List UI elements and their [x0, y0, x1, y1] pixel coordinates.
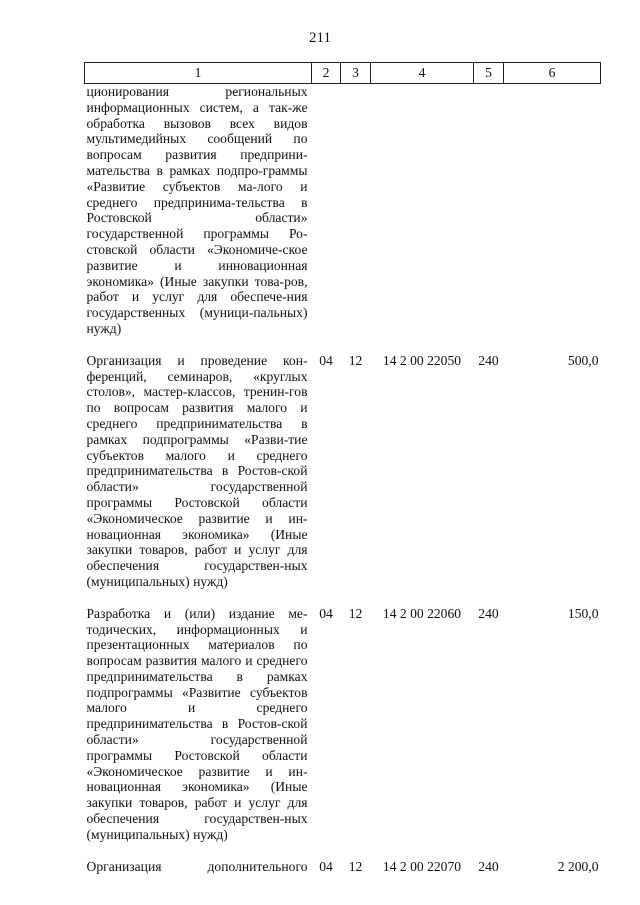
- row-section-code: 04: [319, 352, 333, 368]
- row-amount: 2 200,0: [557, 858, 599, 874]
- column-header-2: 2: [312, 63, 341, 84]
- row-expense-type-code: 240: [478, 352, 499, 368]
- column-header-3: 3: [341, 63, 371, 84]
- budget-table: [84, 62, 601, 874]
- row-section-code: 04: [319, 858, 333, 874]
- column-header-6: 6: [504, 63, 601, 84]
- row-subsection-code: 12: [348, 605, 363, 621]
- page-number: 211: [309, 30, 331, 46]
- row-amount: 150,0: [567, 605, 599, 621]
- row-description: Организация дополнительного: [86, 858, 308, 874]
- column-header-4: 4: [371, 63, 474, 84]
- table-row: [85, 590, 601, 843]
- column-header-1: 1: [85, 63, 312, 84]
- row-subsection-code: 12: [348, 858, 363, 874]
- row-description: Разработка и (или) издание ме-тодических, информационных и презентационных материалов по вопросам развития малого и среднего предпринимательства в рамках подпрограммы «Развитие субъектов малого и среднего предпринимательства в Ростов-ской области» государственной программы Ростовской области «Экономическое развитие и ин-новационная экономика» (Иные закупки товаров, работ и услуг для обеспечения государствен-ных (муниципальных) нужд): [86, 605, 308, 842]
- table-header-row: [85, 63, 601, 84]
- row-section-code: 04: [319, 605, 333, 621]
- table-row: [85, 337, 601, 590]
- row-subsection-code: [341, 84, 371, 337]
- row-target-article-code: 14 2 00 22060: [382, 605, 462, 621]
- row-description: Организация и проведение кон-ференций, семинаров, «круглых столов», мастер-классов, тренин-гов по вопросам развития малого и среднего предпринимательства в рамках подпрограммы «Разви-тие субъектов малого и среднего предпринимательства в Ростов-ской области» государственной программы Ростовской области «Экономическое развитие и ин-новационная экономика» (Иные закупки товаров, работ и услуг для обеспечения государствен-ных (муниципальных) нужд): [86, 352, 308, 589]
- table-row: [85, 84, 601, 337]
- row-amount: 500,0: [567, 352, 599, 368]
- table-row: [85, 843, 601, 875]
- row-description: ционирования региональных информационных систем, а так-же обработка вызовов всех видов мультимедийных сообщений по вопросам развития предприни-мательства в рамках подпро-граммы «Развитие субъектов ма-лого и среднего предпринима-тельства в Ростовской области» государственной программы Ро-стовской области «Экономиче-ское развитие и инновационная экономика» (Иные закупки това-ров, работ и услуг для обеспече-ния государственных (муници-пальных) нужд): [86, 84, 308, 336]
- row-target-article-code: 14 2 00 22050: [382, 352, 462, 368]
- row-subsection-code: 12: [348, 352, 363, 368]
- row-target-article-code: [371, 84, 474, 337]
- column-header-5: 5: [474, 63, 504, 84]
- row-amount: [504, 84, 601, 337]
- row-expense-type-code: [474, 84, 504, 337]
- row-expense-type-code: 240: [478, 605, 499, 621]
- row-expense-type-code: 240: [478, 858, 499, 874]
- row-section-code: [312, 84, 341, 337]
- row-target-article-code: 14 2 00 22070: [382, 858, 462, 874]
